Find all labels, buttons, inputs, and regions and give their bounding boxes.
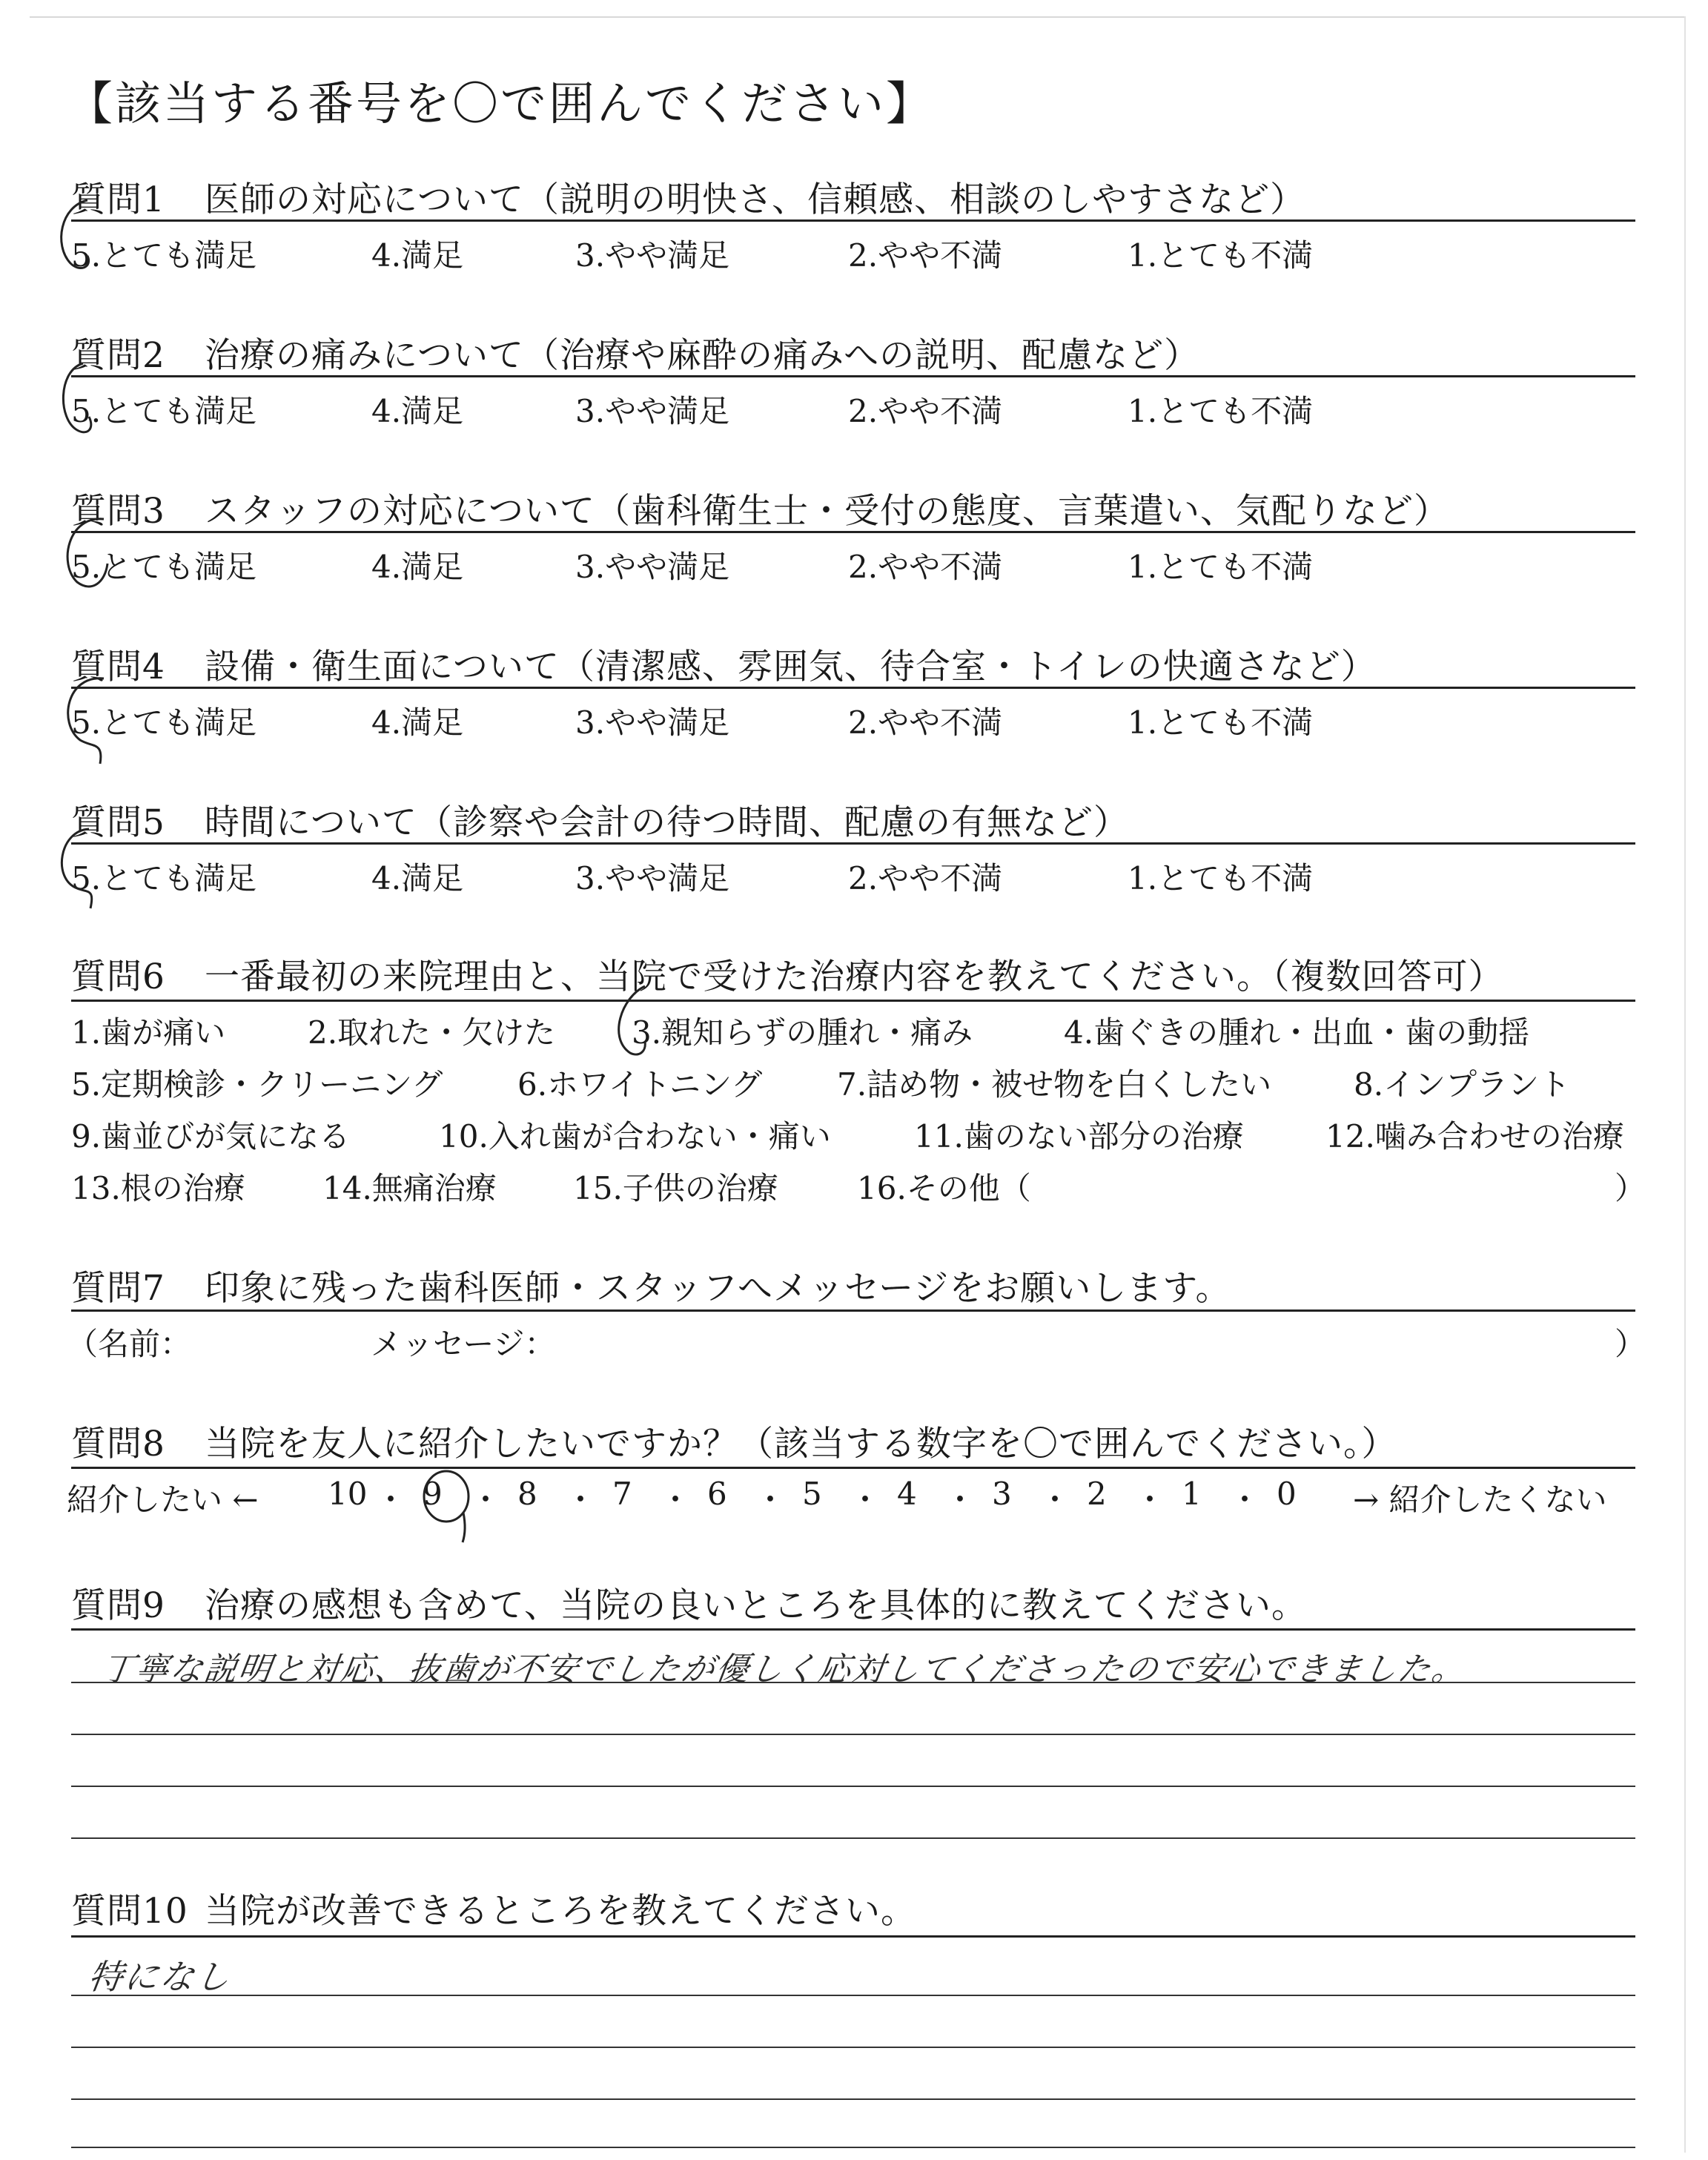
q1-option-2[interactable]: 2.やや不満 — [848, 237, 1003, 274]
q1-options — [71, 231, 1635, 276]
q7-heading — [71, 1261, 1231, 1310]
q3-option-4[interactable]: 4.満足 — [371, 549, 464, 585]
q8-scale-value-1[interactable]: 1 — [1182, 1476, 1202, 1512]
q3-rule — [71, 531, 1635, 533]
q3-option-1[interactable]: 1.とても不満 — [1128, 549, 1314, 585]
q8-scale-value-10[interactable]: 10 — [328, 1476, 368, 1512]
q8-text: 当院を友人に紹介したいですか？（該当する数字を〇で囲んでください。） — [205, 1424, 1397, 1464]
q10-rule — [71, 1935, 1635, 1938]
q2-option-2[interactable]: 2.やや不満 — [848, 393, 1003, 429]
q8-scale-value-8[interactable]: 8 — [517, 1476, 537, 1512]
q1-heading — [71, 172, 1305, 222]
q8-scale-value-4[interactable]: 4 — [897, 1476, 917, 1512]
q9-answer-line-1 — [71, 1682, 1635, 1683]
form-title: 【該当する番号を〇で囲んでください】 — [67, 76, 935, 131]
q7-text: 印象に残った歯科医師・スタッフへメッセージをお願いします。 — [205, 1268, 1231, 1309]
q8-scale-separator: ・ — [470, 1482, 502, 1518]
q10-answer-line-4 — [71, 2147, 1635, 2148]
q8-scale-separator: ・ — [755, 1482, 787, 1518]
q6-option-8[interactable]: 8.インプラント — [1354, 1066, 1571, 1103]
q3-option-2[interactable]: 2.やや不満 — [848, 549, 1003, 585]
q7-name-label: （名前： — [67, 1326, 192, 1362]
q2-heading — [71, 328, 1199, 377]
q1-rule — [71, 219, 1635, 222]
q3-heading — [71, 483, 1449, 533]
q9-answer-line-3 — [71, 1786, 1635, 1787]
q6-heading — [71, 949, 1504, 999]
q5-option-3[interactable]: 3.やや満足 — [575, 860, 730, 896]
q7-message-label: メッセージ： — [371, 1326, 556, 1362]
q1-number: 質問1 — [71, 179, 165, 220]
q2-option-5[interactable]: 5.とても満足 — [71, 393, 257, 429]
q5-rule — [71, 842, 1635, 845]
q4-heading — [71, 639, 1377, 689]
q2-option-1[interactable]: 1.とても不満 — [1128, 393, 1314, 429]
q2-option-3[interactable]: 3.やや満足 — [575, 393, 730, 429]
q8-scale-separator: ・ — [375, 1482, 407, 1518]
q4-option-5[interactable]: 5.とても満足 — [71, 704, 257, 741]
page-top-edge — [30, 16, 1686, 18]
q8-scale — [67, 1476, 1638, 1520]
q10-heading — [71, 1883, 916, 1933]
q5-option-2[interactable]: 2.やや不満 — [848, 860, 1003, 896]
q4-rule — [71, 687, 1635, 689]
q1-option-1[interactable]: 1.とても不満 — [1128, 237, 1314, 274]
q10-answer-line-3 — [71, 2098, 1635, 2100]
q6-option-11[interactable]: 11.歯のない部分の治療 — [914, 1118, 1244, 1155]
q6-option-5[interactable]: 5.定期検診・クリーニング — [71, 1066, 443, 1103]
q6-option-2[interactable]: 2.取れた・欠けた — [308, 1014, 556, 1051]
q4-option-3[interactable]: 3.やや満足 — [575, 704, 730, 741]
q5-heading — [71, 795, 1129, 845]
q10-answer-line-1 — [71, 1995, 1635, 1996]
q8-left-label: 紹介したい ← — [67, 1482, 259, 1518]
q4-option-4[interactable]: 4.満足 — [371, 704, 464, 741]
q8-scale-separator: ・ — [565, 1482, 597, 1518]
q7-close-paren: ） — [1615, 1326, 1646, 1362]
q3-number: 質問3 — [71, 491, 165, 532]
q3-option-5[interactable]: 5.とても満足 — [71, 549, 257, 585]
q6-option-1[interactable]: 1.歯が痛い — [71, 1014, 226, 1051]
q9-answer[interactable]: 丁寧な説明と対応、抜歯が不安でしたが優しく応対してくださったので安心できました。 — [99, 1651, 1469, 1688]
q10-answer[interactable]: 特になし — [85, 1957, 234, 1997]
q8-scale-separator: ・ — [660, 1482, 692, 1518]
q6-option-3[interactable]: 3.親知らずの腫れ・痛み — [632, 1014, 973, 1051]
q8-scale-value-0[interactable]: 0 — [1277, 1476, 1297, 1512]
q5-option-1[interactable]: 1.とても不満 — [1128, 860, 1314, 896]
q6-option-10[interactable]: 10.入れ歯が合わない・痛い — [439, 1118, 831, 1155]
q9-rule — [71, 1628, 1635, 1631]
q10-text: 当院が改善できるところを教えてください。 — [205, 1891, 916, 1932]
q8-scale-value-6[interactable]: 6 — [707, 1476, 727, 1512]
q9-heading — [71, 1578, 1307, 1628]
q5-number: 質問5 — [71, 802, 165, 843]
q8-right-label: → 紹介したくない — [1353, 1482, 1607, 1518]
q8-scale-value-2[interactable]: 2 — [1087, 1476, 1107, 1512]
q6-option-16[interactable]: 16.その他（ — [857, 1170, 1031, 1206]
q8-scale-separator: ・ — [1229, 1482, 1261, 1518]
q4-options — [71, 698, 1635, 743]
q1-option-4[interactable]: 4.満足 — [371, 237, 464, 274]
q7-number: 質問7 — [71, 1268, 165, 1309]
q6-option-4[interactable]: 4.歯ぐきの腫れ・出血・歯の動揺 — [1064, 1014, 1530, 1051]
q4-option-2[interactable]: 2.やや不満 — [848, 704, 1003, 741]
q6-option-7[interactable]: 7.詰め物・被せ物を白くしたい — [837, 1066, 1272, 1103]
q2-text: 治療の痛みについて（治療や麻酔の痛みへの説明、配慮など） — [205, 335, 1200, 376]
q4-text: 設備・衛生面について（清潔感、雰囲気、待合室・トイレの快適さなど） — [205, 647, 1377, 687]
q2-rule — [71, 375, 1635, 377]
q6-option-14[interactable]: 14.無痛治療 — [322, 1170, 497, 1206]
q7-rule — [71, 1309, 1635, 1312]
q5-option-5[interactable]: 5.とても満足 — [71, 860, 257, 896]
q10-number: 質問10 — [71, 1891, 188, 1932]
q4-number: 質問4 — [71, 647, 165, 687]
q8-scale-value-3[interactable]: 3 — [992, 1476, 1012, 1512]
q10-answer-line-2 — [71, 2047, 1635, 2048]
q8-scale-separator: ・ — [1134, 1482, 1166, 1518]
q2-options — [71, 387, 1635, 432]
q8-number: 質問8 — [71, 1424, 165, 1464]
page-right-edge — [1684, 16, 1686, 2153]
q6-option-15[interactable]: 15.子供の治療 — [573, 1170, 778, 1206]
q3-options — [71, 543, 1635, 587]
q8-heading — [71, 1416, 1397, 1466]
q5-options — [71, 854, 1635, 899]
q4-option-1[interactable]: 1.とても不満 — [1128, 704, 1314, 741]
q9-answer-line-2 — [71, 1734, 1635, 1735]
q6-option-12[interactable]: 12.噛み合わせの治療 — [1325, 1118, 1624, 1155]
q6-other-close-paren: ） — [1615, 1170, 1646, 1206]
q5-option-4[interactable]: 4.満足 — [371, 860, 464, 896]
q1-text: 医師の対応について（説明の明快さ、信頼感、相談のしやすさなど） — [205, 179, 1306, 220]
q9-number: 質問9 — [71, 1585, 165, 1626]
q2-option-4[interactable]: 4.満足 — [371, 393, 464, 429]
q8-scale-value-5[interactable]: 5 — [802, 1476, 822, 1512]
q9-answer-line-4 — [71, 1837, 1635, 1839]
q9-text: 治療の感想も含めて、当院の良いところを具体的に教えてください。 — [205, 1585, 1308, 1626]
q8-scale-separator: ・ — [1039, 1482, 1071, 1518]
q1-option-3[interactable]: 3.やや満足 — [575, 237, 730, 274]
q3-text: スタッフの対応について（歯科衛生士・受付の態度、言葉遣い、気配りなど） — [205, 491, 1450, 532]
q8-scale-value-9[interactable]: 9 — [423, 1476, 443, 1512]
q1-option-5[interactable]: 5.とても満足 — [71, 237, 257, 274]
q5-text: 時間について（診察や会計の待つ時間、配慮の有無など） — [205, 802, 1130, 843]
q6-rule — [71, 1000, 1635, 1002]
q3-option-3[interactable]: 3.やや満足 — [575, 549, 730, 585]
q6-option-6[interactable]: 6.ホワイトニング — [517, 1066, 763, 1103]
q8-scale-separator: ・ — [850, 1482, 881, 1518]
q8-scale-value-7[interactable]: 7 — [612, 1476, 632, 1512]
q2-number: 質問2 — [71, 335, 165, 376]
q6-number: 質問6 — [71, 957, 165, 997]
q8-scale-separator: ・ — [944, 1482, 976, 1518]
q6-text: 一番最初の来院理由と、当院で受けた治療内容を教えてください。（複数回答可） — [205, 957, 1504, 997]
q6-option-13[interactable]: 13.根の治療 — [71, 1170, 245, 1206]
q8-rule — [71, 1467, 1635, 1469]
q6-option-9[interactable]: 9.歯並びが気になる — [71, 1118, 351, 1155]
